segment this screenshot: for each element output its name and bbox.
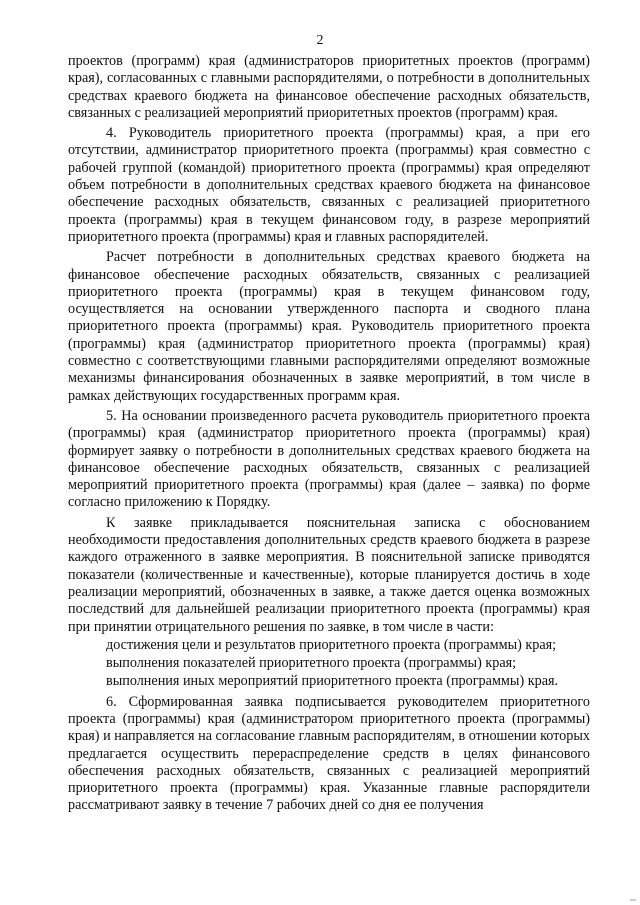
list-item-indicators: выполнения показателей приоритетного проекта (программы) края; bbox=[106, 655, 517, 672]
paragraph-item-5: 5. На основании произведенного расчета руководитель приоритетного проекта (программы) края (администратор приоритетного проекта (программы) края) формирует заявку о потребности в дополнительных средствах краевого бюджета на финансовое обеспечение расходных обязательств, связанных с реализацией мероприятий приоритетного проекта (программы) края (далее – заявка) по форме согласно приложению к Порядку. bbox=[68, 407, 590, 511]
page-number: 2 bbox=[316, 33, 324, 48]
list-item-other-activities: выполнения иных мероприятий приоритетного проекта (программы) края. bbox=[106, 673, 559, 690]
paragraph-calculation: Расчет потребности в дополнительных средствах краевого бюджета на финансовое обеспечение расходных обязательств, связанных с реализацией приоритетного проекта (программы) края в текущем финансовом году, осуществляется на основании утвержденного паспорта и сводного плана приоритетного проекта (программы) края. Руководитель приоритетного проекта (программы) края (администратор приоритетного проекта (программы) края) совместно с соответствующими главными распорядителями определяют возможные механизмы финансирования обозначенных в заявке мероприятий, в том числе в рамках действующих государственных программ края. bbox=[68, 249, 590, 404]
paragraph-continuation: проектов (программ) края (администраторов приоритетных проектов (программ) края), согласованных с главными распорядителями, о потребности в дополнительных средствах краевого бюджета на финансовое обеспечение расходных обязательств, связанных с реализацией мероприятий приоритетных проектов (программ) края. bbox=[68, 53, 590, 121]
paragraph-item-4: 4. Руководитель приоритетного проекта (программы) края, а при его отсутствии, администратор приоритетного проекта (программы) края совместно с рабочей группой (командой) приоритетного проекта (программы) края определяют объем потребности в дополнительных средствах краевого бюджета на финансовое обеспечение расходных обязательств, связанных с реализацией приоритетного проекта (программы) края в текущем финансовом году, в разрезе мероприятий приоритетного проекта (программы) края и главных распорядителей. bbox=[68, 125, 590, 245]
paragraph-explanatory-note: К заявке прикладывается пояснительная записка с обоснованием необходимости предоставления дополнительных средств краевого бюджета в разрезе каждого отраженного в заявке мероприятия. В пояснительной записке приводятся показатели (количественные и качественные), которые планируется достичь в ходе реализации мероприятий, обозначенных в заявке, а также дается оценка возможных последствий для дальнейшей реализации приоритетного проекта (программы) края при принятии отрицательного решения по заявке, в том числе в части: bbox=[68, 514, 590, 635]
document-body bbox=[68, 53, 590, 815]
scan-edge-mark bbox=[630, 899, 636, 901]
paragraph-item-6: 6. Сформированная заявка подписывается руководителем приоритетного проекта (программы) края (администратором приоритетного проекта (программы) края) и направляется на согласование главным распорядителям, в отношении которых предлагается осуществить перераспределение средств в целях финансового обеспечения расходных обязательств, связанных с реализацией мероприятий приоритетного проекта (программы) края. Указанные главные распорядители рассматривают заявку в течение 7 рабочих дней со дня ее получения bbox=[68, 693, 590, 814]
list-item-goal: достижения цели и результатов приоритетного проекта (программы) края; bbox=[106, 636, 557, 653]
